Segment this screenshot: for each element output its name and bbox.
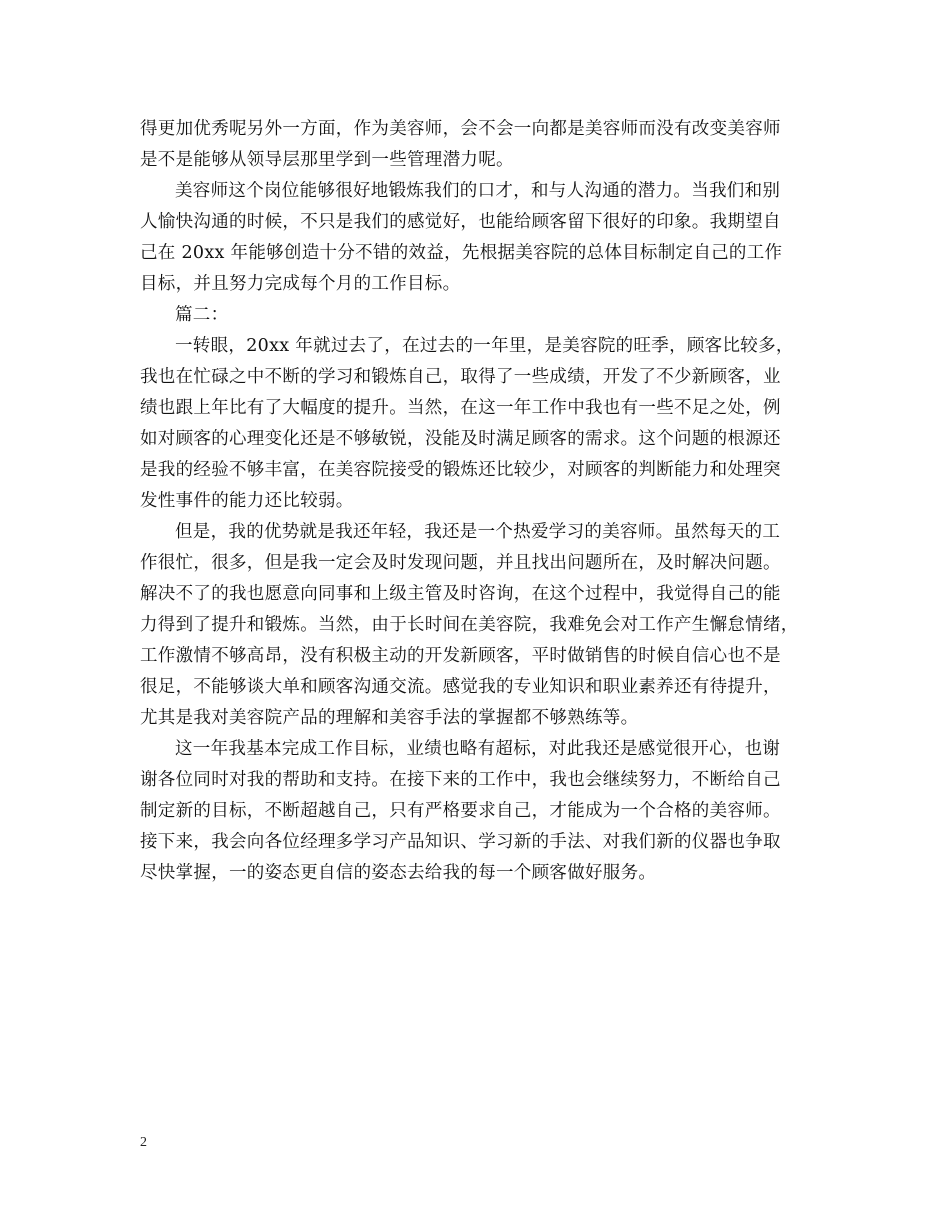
text-line: 接下来，我会向各位经理多学习产品知识、学习新的手法、对我们新的仪器也争取 [140, 832, 781, 852]
paragraph [140, 734, 830, 889]
text-line: 人愉快沟通的时候，不只是我们的感觉好，也能给顾客留下很好的印象。我期望自 [140, 212, 781, 232]
text-line: 制定新的目标，不断超越自己，只有严格要求自己，才能成为一个合格的美容师。 [140, 801, 781, 821]
paragraph [140, 114, 830, 176]
text-line: 工作激情不够高昂，没有积极主动的开发新顾客，平时做销售的时候自信心也不是 [140, 646, 781, 666]
text-line: 篇二： [175, 305, 229, 325]
text-line: 发性事件的能力还比较弱。 [140, 491, 354, 511]
paragraph [140, 300, 830, 331]
text-line: 己在 20xx 年能够创造十分不错的效益，先根据美容院的总体目标制定自己的工作 [140, 243, 783, 263]
text-line: 力得到了提升和锻炼。当然，由于长时间在美容院，我难免会对工作产生懈怠情绪， [140, 615, 799, 635]
text-line: 目标，并且努力完成每个月的工作目标。 [140, 274, 461, 294]
text-line: 绩也跟上年比有了大幅度的提升。当然，在这一年工作中我也有一些不足之处，例 [140, 398, 781, 418]
text-line: 谢各位同时对我的帮助和支持。在接下来的工作中，我也会继续努力，不断给自己 [140, 770, 781, 790]
paragraph [140, 331, 830, 517]
text-line: 一转眼，20xx 年就过去了，在过去的一年里，是美容院的旺季，顾客比较多， [175, 336, 794, 356]
text-line: 作很忙，很多，但是我一定会及时发现问题，并且找出问题所在，及时解决问题。 [140, 553, 781, 573]
text-line: 是不是能够从领导层那里学到一些管理潜力呢。 [140, 150, 514, 170]
text-line: 但是，我的优势就是我还年轻，我还是一个热爱学习的美容师。虽然每天的工 [175, 522, 781, 542]
document-body [140, 114, 830, 889]
page-number: 2 [140, 1135, 147, 1150]
paragraph [140, 176, 830, 300]
text-line: 如对顾客的心理变化还是不够敏锐，没能及时满足顾客的需求。这个问题的根源还 [140, 429, 781, 449]
text-line: 是我的经验不够丰富，在美容院接受的锻炼还比较少，对顾客的判断能力和处理突 [140, 460, 781, 480]
text-line: 我也在忙碌之中不断的学习和锻炼自己，取得了一些成绩，开发了不少新顾客，业 [140, 367, 781, 387]
text-line: 尽快掌握，一的姿态更自信的姿态去给我的每一个顾客做好服务。 [140, 863, 657, 883]
text-line: 这一年我基本完成工作目标，业绩也略有超标，对此我还是感觉很开心，也谢 [175, 739, 781, 759]
text-line: 解决不了的我也愿意向同事和上级主管及时咨询，在这个过程中，我觉得自己的能 [140, 584, 781, 604]
text-line: 很足，不能够谈大单和顾客沟通交流。感觉我的专业知识和职业素养还有待提升， [140, 677, 781, 697]
text-line: 尤其是我对美容院产品的理解和美容手法的掌握都不够熟练等。 [140, 708, 639, 728]
text-line: 美容师这个岗位能够很好地锻炼我们的口才，和与人沟通的潜力。当我们和别 [175, 181, 781, 201]
paragraph [140, 517, 830, 734]
text-line: 得更加优秀呢另外一方面，作为美容师，会不会一向都是美容师而没有改变美容师 [140, 119, 781, 139]
